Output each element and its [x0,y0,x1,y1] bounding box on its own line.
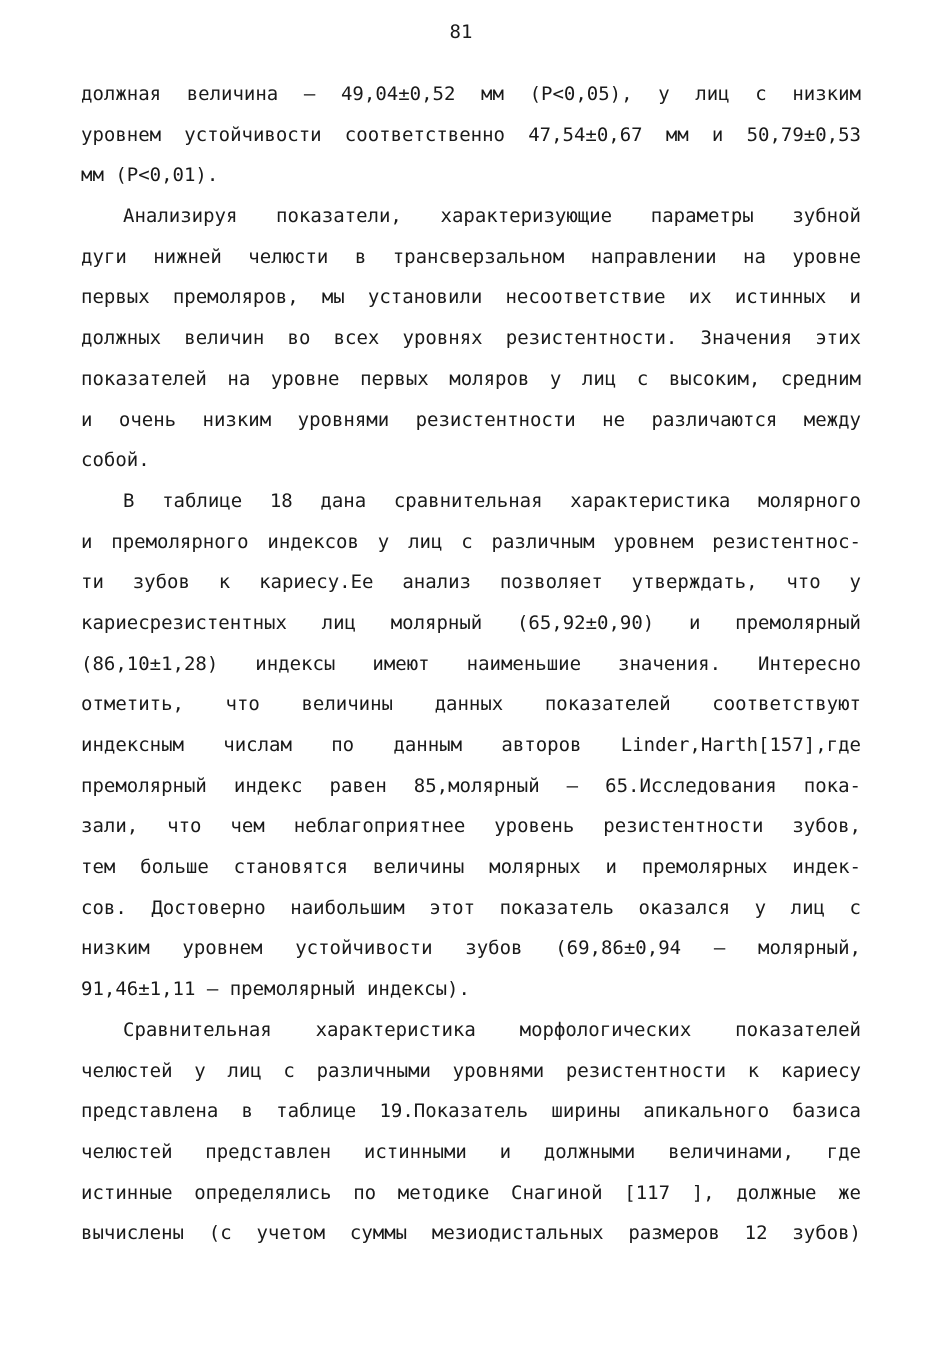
text-line: должная величина – 49,04±0,52 мм (Р<0,05), у лиц с низким [81,83,861,105]
text-line: мм (Р<0,01). [81,164,219,187]
text-line: истинные определялись по методике Снагиной [117 ], должные же [81,1181,861,1204]
text-line: вычислены (с учетом суммы мезиодистальных размеров 12 зубов) [81,1222,861,1245]
text-line: премолярный индекс равен 85,молярный – 65.Исследования пока- [81,774,861,797]
text-line: представлена в таблице 19.Показатель ширины апикального базиса [81,1100,861,1123]
text-line: отметить, что величины данных показателей соответствуют [81,693,861,716]
text-line: собой. [81,449,150,472]
paragraph [81,486,861,1015]
text-line: уровнем устойчивости соответственно 47,54±0,67 мм и 50,79±0,53 [81,123,861,146]
text-line: и очень низким уровнями резистентности не различаются между [81,408,861,431]
text-line: и премолярного индексов у лиц с различным уровнем резистентнос- [81,530,861,553]
text-line: тем больше становятся величины молярных и премолярных индек- [81,856,861,879]
text-line: индексным числам по данным авторов Linder,Harth[157],где [81,734,861,756]
page-number: 81 [449,21,473,43]
text-line: челюстей у лиц с различными уровнями резистентности к кариесу [81,1059,861,1082]
text-line: первых премоляров, мы установили несоответствие их истинных и [81,286,861,309]
text-line: сов. Достоверно наибольшим этот показатель оказался у лиц с [81,896,861,919]
text-line: показателей на уровне первых моляров у лиц с высоким, средним [81,367,861,390]
text-line: зали, что чем неблагоприятнее уровень резистентности зубов, [81,815,861,838]
text-line: ти зубов к кариесу.Ее анализ позволяет утверждать, что у [81,571,861,594]
text-line: должных величин во всех уровнях резистентности. Значения этих [81,327,861,350]
paragraph [81,1015,861,1259]
page-body [81,79,861,1259]
text-line: Сравнительная характеристика морфологических показателей [123,1018,861,1041]
paragraph [81,201,861,486]
text-line: дуги нижней челюсти в трансверзальном направлении на уровне [81,245,861,268]
text-line: 91,46±1,11 – премолярный индексы). [81,978,470,1001]
text-line: кариесрезистентных лиц молярный (65,92±0,90) и премолярный [81,611,861,634]
text-line: челюстей представлен истинными и должными величинами, где [81,1140,861,1163]
text-line: низким уровнем устойчивости зубов (69,86±0,94 – молярный, [81,937,861,960]
text-line: Анализируя показатели, характеризующие параметры зубной [123,205,861,228]
text-line: В таблице 18 дана сравнительная характеристика молярного [123,489,861,512]
text-line: (86,10±1,28) индексы имеют наименьшие значения. Интересно [81,652,861,675]
paragraph [81,79,861,201]
